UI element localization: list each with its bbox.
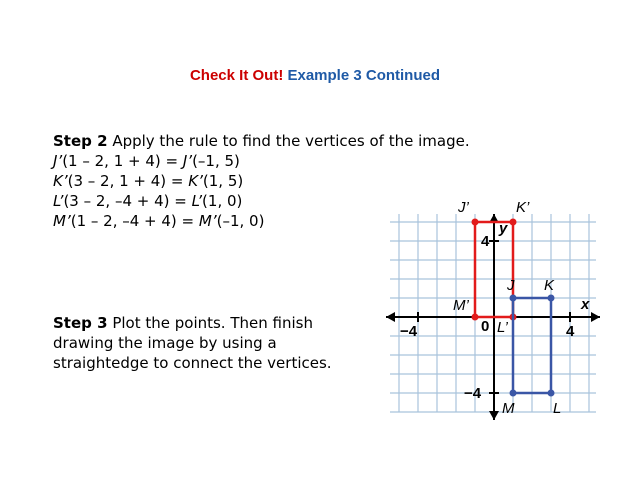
label-m: M [502, 400, 515, 417]
vertex-j-line: J’(1 – 2, 1 + 4) = J’(–1, 5) [53, 152, 240, 170]
point-j-prime [472, 219, 479, 226]
y-axis-arrow-down [489, 411, 499, 420]
vertex-l-line: L’(3 – 2, –4 + 4) = L’(1, 0) [53, 192, 243, 210]
tick-label-y-neg4: −4 [464, 385, 482, 402]
x-axis-arrow-right [591, 312, 600, 322]
step-3-heading: Step 3 [53, 314, 108, 332]
point-m-prime [472, 314, 479, 321]
tick-label-x-pos4: 4 [566, 323, 575, 340]
step-3-text: Plot the points. Then finish drawing the image by using a straightedge to connect the vertices. [53, 314, 332, 372]
axis-label-x: x [581, 296, 590, 313]
tick-label-origin: 0 [481, 318, 490, 335]
label-m-prime: M’ [453, 297, 469, 314]
point-j [510, 295, 517, 302]
label-k-prime: K’ [516, 199, 530, 216]
point-k [548, 295, 555, 302]
axis-label-y: y [499, 220, 508, 237]
step-2-heading: Step 2 [53, 132, 108, 150]
step-2-intro: Step 2 Apply the rule to find the vertices of the image. [53, 132, 470, 150]
title-check-it-out: Check It Out! [189, 67, 284, 84]
point-m [510, 390, 517, 397]
label-j-prime: J’ [458, 199, 469, 216]
vertex-m-line: M’(1 – 2, –4 + 4) = M’(–1, 0) [53, 212, 265, 230]
label-k: K [544, 277, 555, 294]
tick-label-y-pos4: 4 [481, 233, 490, 250]
vertex-k-line: K’(3 – 2, 1 + 4) = K’(1, 5) [53, 172, 244, 190]
label-l: L [553, 400, 562, 417]
tick-label-x-neg4: −4 [400, 323, 418, 340]
point-l [548, 390, 555, 397]
label-l-prime: L’ [497, 319, 508, 336]
title-example: Example 3 Continued [287, 67, 441, 84]
x-axis-arrow-left [386, 312, 395, 322]
label-j: J [507, 277, 515, 294]
point-k-prime [510, 219, 517, 226]
